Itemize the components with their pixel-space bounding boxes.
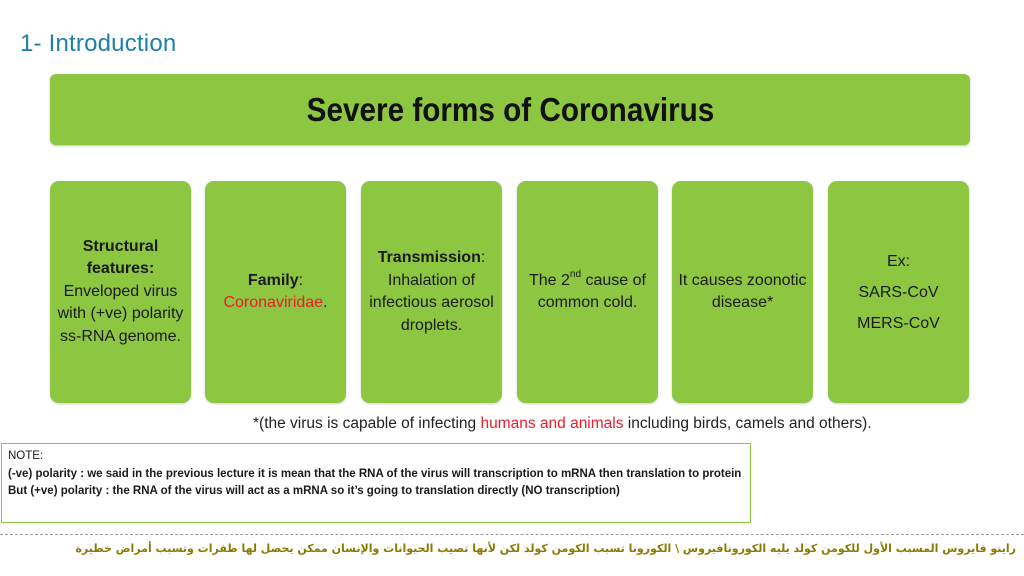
arabic-note: راينو فايروس المسبب الأول للكومن كولد يليه الكورونافيروس \ الكورونا تسبب الكومن كولد لكن لأنها تصيب الحيوانات والإنسان ممكن يحصل لها طفرات وتسبب أمراض خطيرة [75,542,1016,555]
card-period: . [323,294,328,311]
card-transmission [361,181,502,403]
card-heading: Transmission [377,249,481,266]
card-text: Inhalation of infectious aerosol droplets. [369,271,494,334]
slide-title: 1- Introduction [20,30,177,57]
note-label: NOTE: [8,450,44,462]
banner-title: Severe forms of Coronavirus [306,90,714,128]
card-heading: Ex: [886,252,911,270]
card-examples [828,181,969,403]
note-line-positive: But (+ve) polarity : the RNA of the virus will act as a mRNA so it’s going to translation directly (NO transcription) [8,485,620,497]
card-superscript: nd [569,269,582,281]
card-colon: : [298,271,304,289]
card-structural-features [50,181,191,403]
footnote-pre: *(the virus is capable of infecting [253,415,481,432]
card-heading: Structural features: [82,237,159,278]
family-name: Coronaviridae [223,294,324,311]
card-heading: Family [247,271,299,289]
card-zoonotic [672,181,813,403]
note-box [1,443,751,523]
card-text: Enveloped virus with (+ve) polarity ss-RNA genome. [57,282,184,345]
footnote-post: including birds, camels and others). [623,415,872,432]
note-line-negative: (-ve) polarity : we said in the previous lecture it is mean that the RNA of the virus will transcription to mRNA then translation to protein [8,467,742,480]
card-colon: : [480,249,486,266]
example-mers: MERS-CoV [857,314,940,332]
card-common-cold [517,181,658,403]
divider [0,534,1024,535]
card-text-post: cause of common cold. [537,271,646,311]
example-sars: SARS-CoV [858,283,939,301]
card-family [205,181,346,403]
card-text-pre: The 2 [529,271,570,289]
footnote-highlight: humans and animals [480,415,624,432]
card-text: It causes zoonotic disease* [678,271,807,311]
title-banner [50,74,970,145]
footnote [253,415,872,433]
